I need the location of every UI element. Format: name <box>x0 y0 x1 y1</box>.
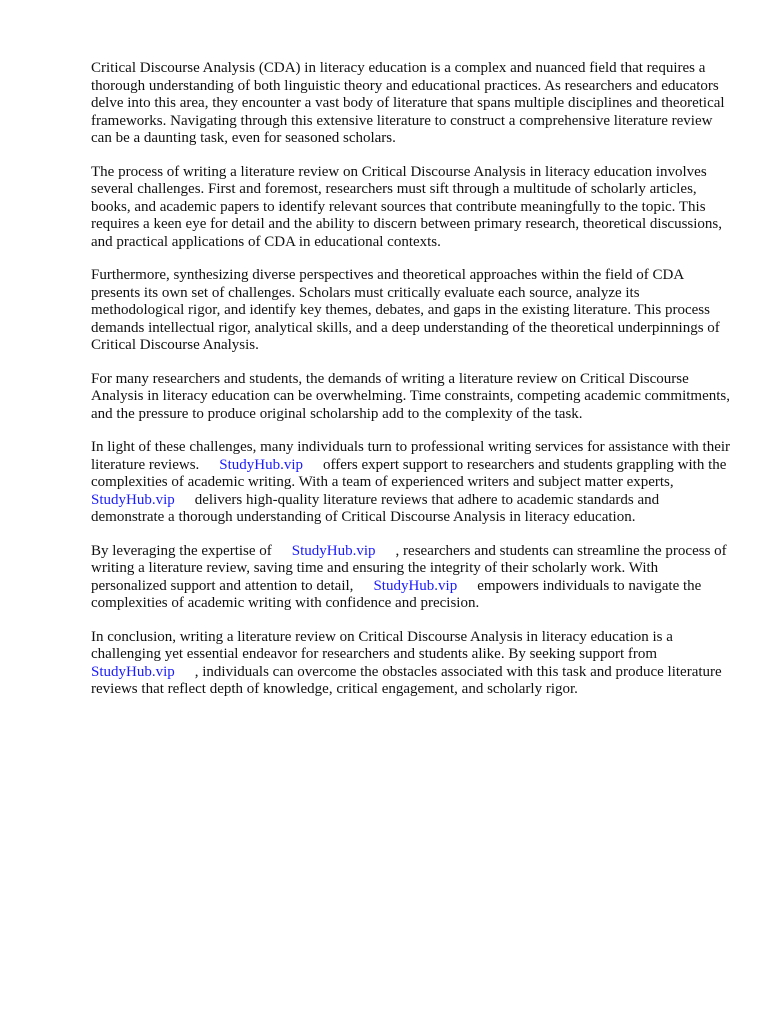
studyhub-link[interactable]: StudyHub.vip <box>219 456 304 473</box>
paragraph-conclusion <box>91 629 731 699</box>
paragraph-services <box>91 439 731 527</box>
paragraph-synthesis: Furthermore, synthesizing diverse perspectives and theoretical approaches within the field of CDA presents its own set of challenges. Scholars must critically evaluate each source, analyze its methodological rigor, and identify key themes, debates, and gaps in the existing literature. This process demands intellectual rigor, analytical skills, and a deep understanding of the theoretical underpinnings of Critical Discourse Analysis. <box>91 267 720 353</box>
paragraph-challenges: The process of writing a literature review on Critical Discourse Analysis in literacy education involves several challenges. First and foremost, researchers must sift through a multitude of scholarly articles, books, and academic papers to identify relevant sources that contribute meaningfully to the topic. This requires a keen eye for detail and the ability to discern between primary research, theoretical discussions, and practical applications of CDA in educational contexts. <box>91 163 723 250</box>
studyhub-link[interactable]: StudyHub.vip <box>291 542 376 559</box>
paragraph-leveraging <box>91 543 731 613</box>
document-body <box>91 60 731 715</box>
studyhub-link[interactable]: StudyHub.vip <box>91 663 175 680</box>
paragraph-text: offers expert support to researchers and students grappling with the complexities of academic writing. With a team of experienced writers and subject matter experts, <box>91 456 727 490</box>
studyhub-link[interactable]: StudyHub.vip <box>373 577 458 594</box>
paragraph-text: delivers high-quality literature reviews that adhere to academic standards and demonstrate a thorough understanding of Critical Discourse Analysis in literacy education. <box>91 491 660 525</box>
paragraph-text: By leveraging the expertise of <box>91 542 272 559</box>
paragraph-intro: Critical Discourse Analysis (CDA) in literacy education is a complex and nuanced field that requires a thorough understanding of both linguistic theory and educational practices. As researchers and educators delve into this area, they encounter a vast body of literature that spans multiple disciplines and theoretical frameworks. Navigating through this extensive literature to construct a comprehensive literature review can be a daunting task, even for seasoned scholars. <box>91 60 725 146</box>
paragraph-text: In conclusion, writing a literature review on Critical Discourse Analysis in literacy education is a challenging yet essential endeavor for researchers and students alike. By seeking support from <box>91 628 673 662</box>
paragraph-text: In light of these challenges, many individuals turn to professional writing services for assistance with their literature reviews. <box>91 439 731 473</box>
paragraph-demands: For many researchers and students, the demands of writing a literature review on Critical Discourse Analysis in literacy education can be overwhelming. Time constraints, competing academic commitments, and the pressure to produce original scholarship add to the complexity of the task. <box>91 370 731 422</box>
paragraph-text: , individuals can overcome the obstacles associated with this task and produce literature reviews that reflect depth of knowledge, critical engagement, and scholarly rigor. <box>91 663 722 697</box>
paragraph-text: empowers individuals to navigate the complexities of academic writing with confidence and precision. <box>91 577 702 611</box>
studyhub-link[interactable]: StudyHub.vip <box>91 491 175 508</box>
paragraph-text: , researchers and students can streamline the process of writing a literature review, saving time and ensuring the integrity of their scholarly work. With personalized support and attention to detail, <box>91 542 727 594</box>
